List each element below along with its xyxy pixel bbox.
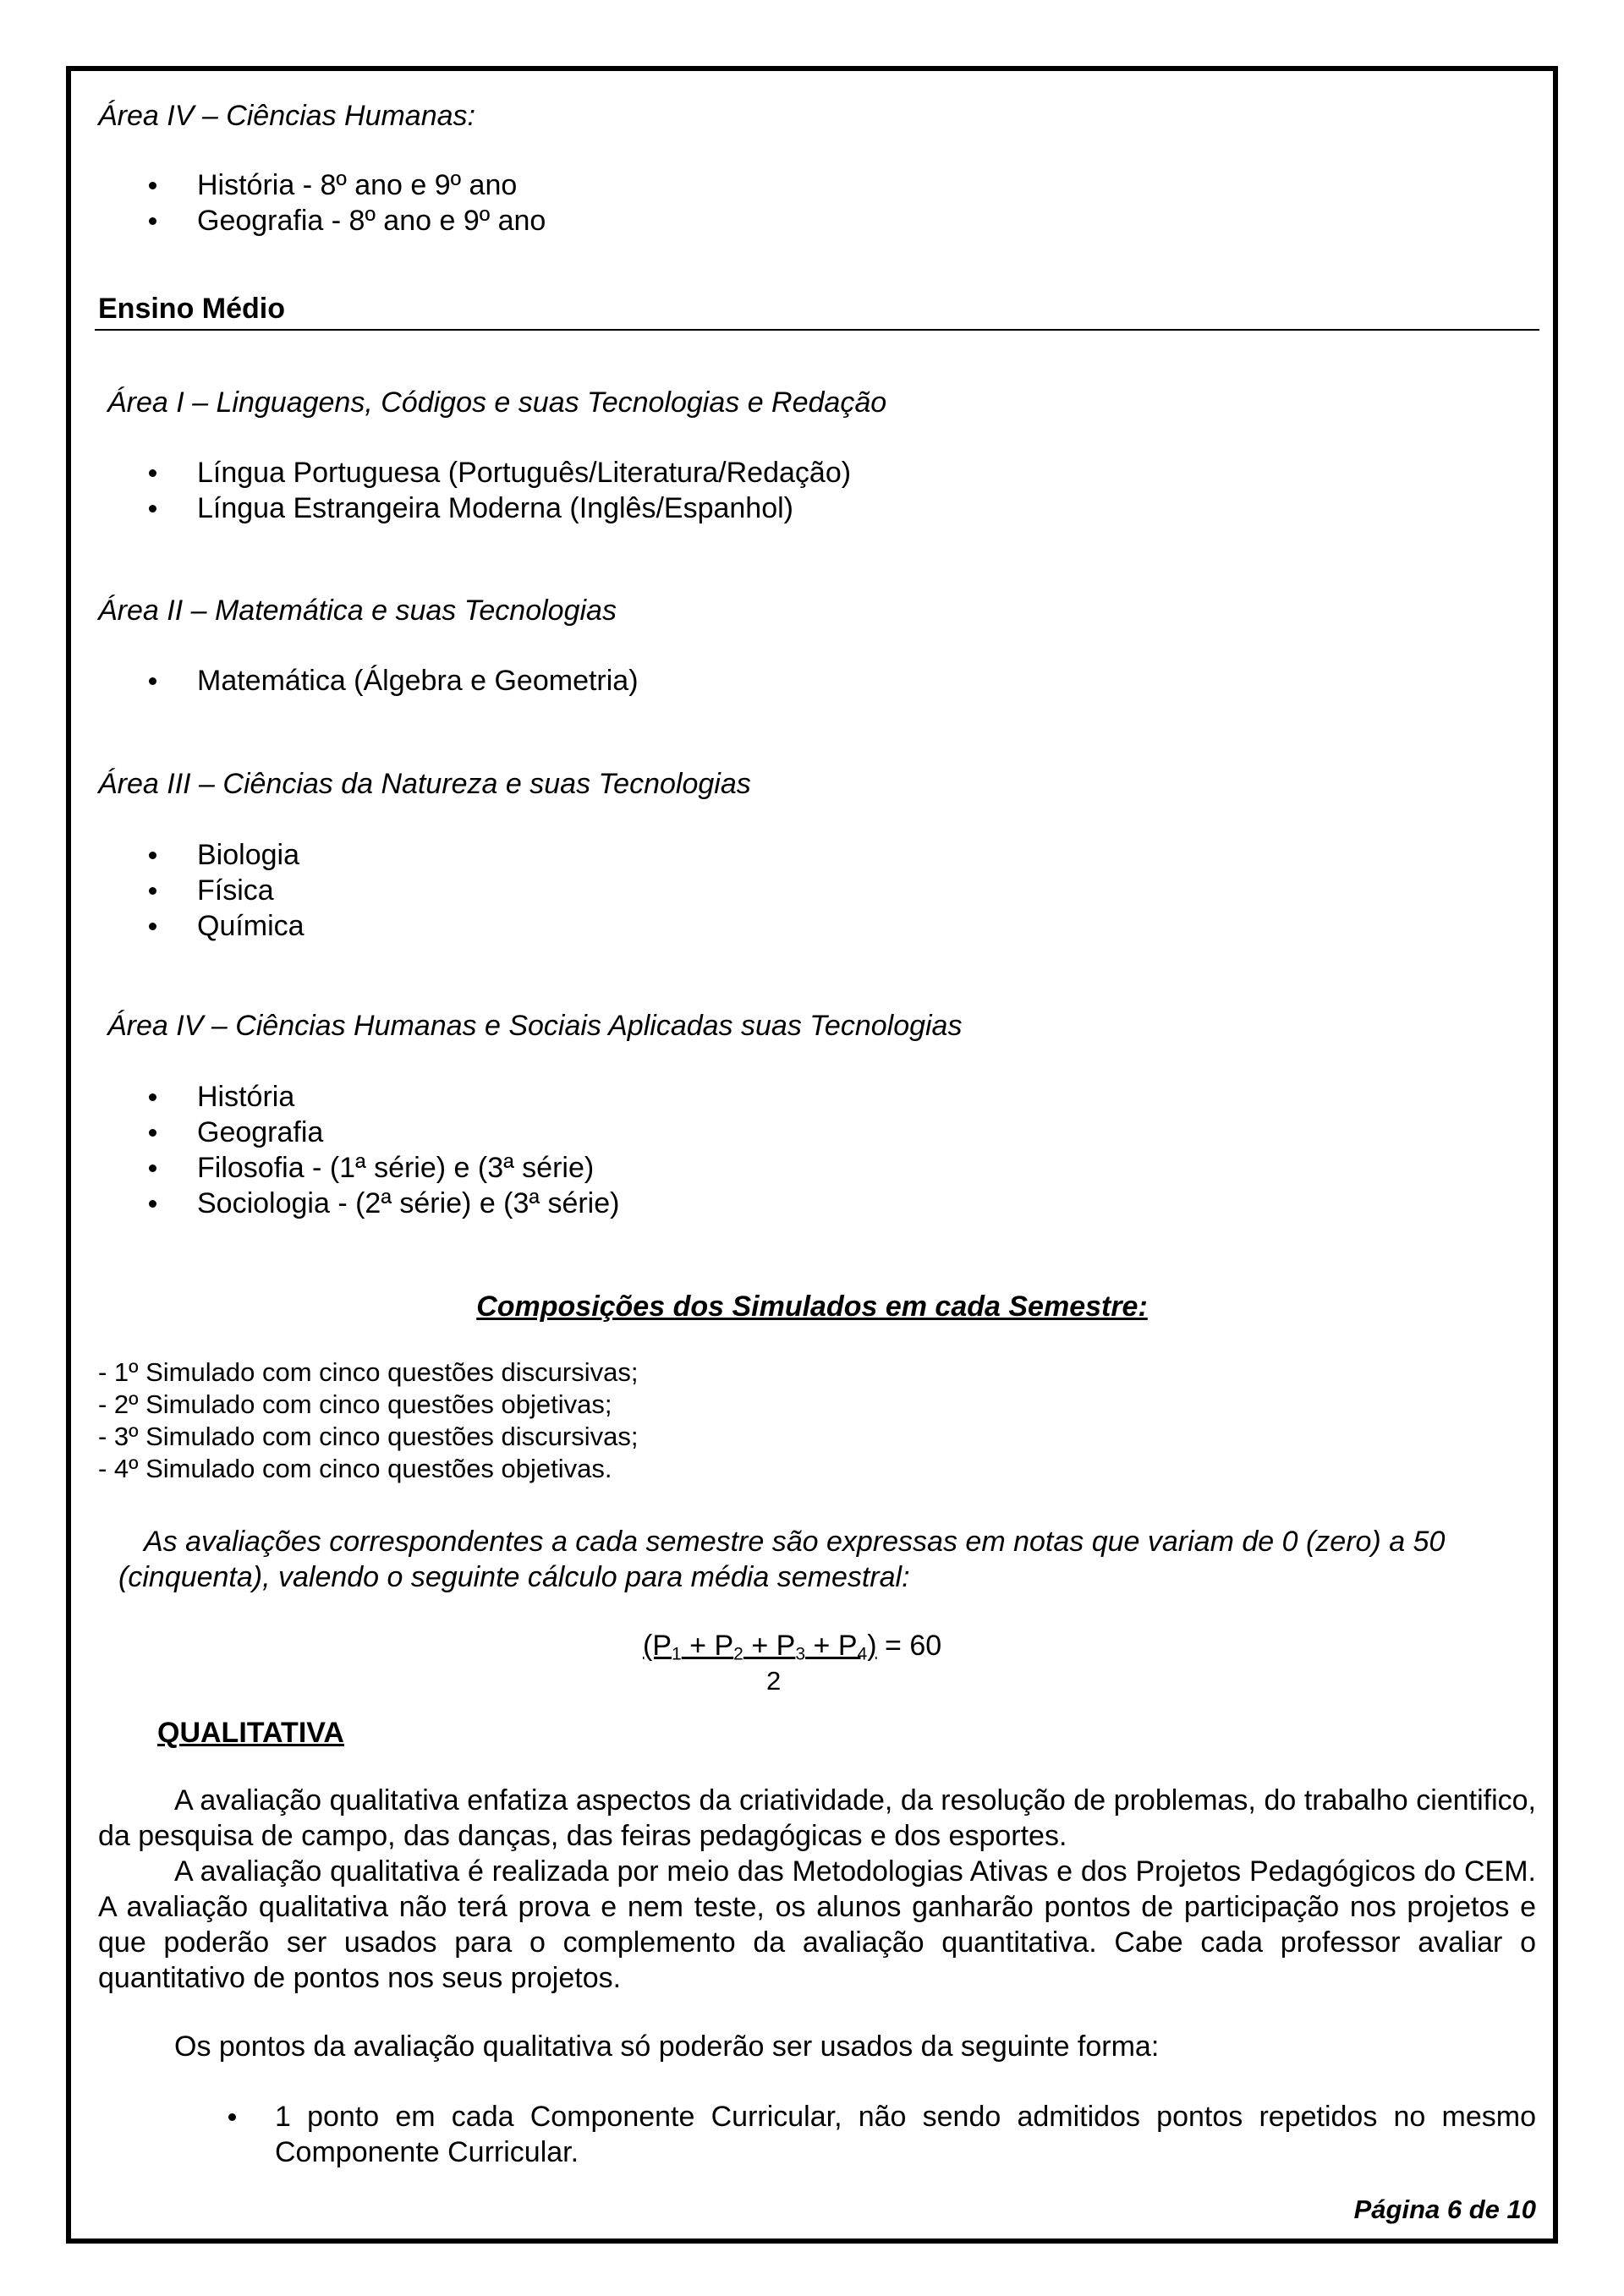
avaliacoes-text-line2: (cinquenta), valendo o seguinte cálculo para média semestral: xyxy=(118,1561,910,1593)
section-divider xyxy=(95,329,1539,331)
qualitativa-title: QUALITATIVA xyxy=(157,1717,344,1749)
page-number: Página 6 de 10 xyxy=(1353,2195,1536,2224)
bullet-icon xyxy=(149,217,156,225)
formula-numerator: $(P_1 + P_2 + P_3 + P_4)$ xyxy=(643,1630,877,1664)
area2-heading: Área II – Matemática e suas Tecnologias xyxy=(98,595,617,627)
list-item: Geografia - 8º ano e 9º ano xyxy=(197,205,546,237)
list-item: Biologia xyxy=(197,839,299,871)
formula-denominator: 2 xyxy=(766,1666,782,1696)
list-item: Língua Estrangeira Moderna (Inglês/Espanhol) xyxy=(197,492,793,524)
list-item: História xyxy=(197,1081,295,1113)
qualitativa-bullet-item: 1 ponto em cada Componente Curricular, não sendo admitidos pontos repetidos no mesmo Componente Curricular. xyxy=(275,2101,1536,2168)
simulado-line: - 1º Simulado com cinco questões discursivas; xyxy=(98,1357,639,1387)
avaliacoes-text-line1: As avaliações correspondentes a cada semestre são expressas em notas que variam de 0 (zero) a 50 xyxy=(144,1526,1446,1558)
ensino-medio-title: Ensino Médio xyxy=(98,293,285,325)
area1-heading: Área I – Linguagens, Códigos e suas Tecnologias e Redação xyxy=(107,386,887,419)
bullet-icon xyxy=(149,1200,156,1208)
bullet-icon xyxy=(149,852,156,859)
qualitativa-paragraph-1: A avaliação qualitativa enfatiza aspectos da criatividade, da resolução de problemas, do trabalho cientifico, da pesquisa de campo, das danças, das feiras pedagógicas e dos esportes. xyxy=(98,1784,1536,1852)
simulado-line: - 2º Simulado com cinco questões objetivas; xyxy=(98,1389,612,1419)
bullet-icon xyxy=(149,1129,156,1137)
simulado-line: - 4º Simulado com cinco questões objetivas. xyxy=(98,1454,612,1483)
list-item: Geografia xyxy=(197,1116,324,1148)
bullet-icon xyxy=(149,469,156,477)
media-formula: $(P_1 + P_2 + P_3 + P_4) = 60$ xyxy=(643,1630,942,1664)
list-item: Sociologia - (2ª série) e (3ª série) xyxy=(197,1187,620,1219)
list-item: Língua Portuguesa (Português/Literatura/Redação) xyxy=(197,457,852,489)
bullet-icon xyxy=(149,677,156,685)
bullet-icon xyxy=(149,505,156,512)
simulados-title: Composições dos Simulados em cada Semestre: xyxy=(476,1290,1148,1323)
bullet-icon xyxy=(149,923,156,930)
qualitativa-paragraph-2: A avaliação qualitativa é realizada por meio das Metodologias Ativas e dos Projetos Pedagógicos do CEM. A avaliação qualitativa não terá prova e nem teste, os alunos ganharão pontos de participação nos projetos e que poderão ser usados para o complemento da avaliação quantitativa. Cabe cada professor avaliar o quantitativo de pontos nos seus projetos. xyxy=(98,1855,1536,1994)
bullet-icon xyxy=(149,887,156,895)
bullet-icon xyxy=(228,2113,236,2121)
list-item: Matemática (Álgebra e Geometria) xyxy=(197,665,639,697)
bullet-icon xyxy=(149,182,156,189)
area4-heading: Área IV – Ciências Humanas e Sociais Aplicadas suas Tecnologias xyxy=(107,1010,963,1042)
list-item: Física xyxy=(197,874,274,907)
bullet-icon xyxy=(149,1093,156,1101)
list-item: História - 8º ano e 9º ano xyxy=(197,169,518,201)
bullet-icon xyxy=(149,1164,156,1172)
simulado-line: - 3º Simulado com cinco questões discursivas; xyxy=(98,1422,639,1451)
qualitativa-paragraph-3: Os pontos da avaliação qualitativa só poderão ser usados da seguinte forma: xyxy=(174,2030,1160,2063)
area3-heading: Área III – Ciências da Natureza e suas Tecnologias xyxy=(98,768,751,800)
fundamental-area4-heading: Área IV – Ciências Humanas: xyxy=(98,100,475,132)
list-item: Filosofia - (1ª série) e (3ª série) xyxy=(197,1152,595,1184)
list-item: Química xyxy=(197,910,304,942)
